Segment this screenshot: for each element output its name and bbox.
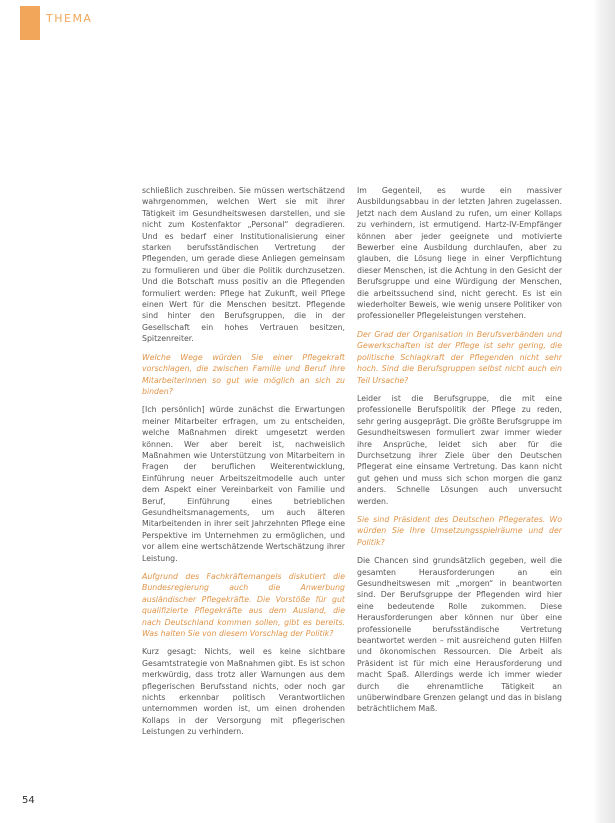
right-para-0: Im Gegenteil, es wurde ein massiver Ausbildungsabbau in der letzten Jahren zugelassen. Jetzt nach dem Ausland zu rufen, um einer Kollaps zu verhindern, ist ermutigend. Hartz-IV-Empfänger können aber jeder geeignete und motivierte Bewerber eine Ausbildung durchlaufen, aber zu glauben, die Lösung liege in einer Verpflichtung dieser Menschen, ist die Achtung in den Gesicht der Berufsgruppe und eine Würdigung der Menschen, die arbeitssuchend sind, nicht gerecht. Es ist ein wiederholter Beweis, wie wenig unsere Politiker von professioneller Pflegeleistungen verstehen. [357,186,562,321]
right-para-4: Die Chancen sind grundsätzlich gegeben, weil die gesamten Herausforderungen an ein Gesundheitswesen mit „morgen“ in beantworten sind. Der Berufsgruppe der Pflegenden wird hier eine bedeutende Rolle zukommen. Diese Herausforderungen aber können nur über eine professionelle berufsständische Vertretung beantwortet werden – mit ausreichend guten Hilfen und ökonomischen Ressourcen. Die Arbeit als Präsident ist für mich eine Herausforderung und macht Spaß. Allerdings werde ich immer wieder durch die ehrenamtliche Tätigkeit an unüberwindbare Grenzen gelangt und das in bislang beträchtlichem Maß. [357,556,562,714]
right-question-1: Der Grad der Organisation in Berufsverbänden und Gewerkschaften ist der Pflege ist sehr gering, die politische Schlagkraft der Pflegenden nicht sehr hoch. Sind die Berufsgruppen selbst nicht auch ein Teil Ursache? [357,329,562,385]
left-para-4: Kurz gesagt: Nichts, weil es keine sichtbare Gesamtstrategie von Maßnahmen gibt. Es ist schon merkwürdig, dass trotz aller Warnungen aus dem pflegerischen Berufsstand nichts, oder noch gar nichts erkennbar politisch Verantwortlichen unternommen worden ist, um einen drohenden Kollaps in der Versorgung mit pflegerischen Leistungen zu verhindern. [142,647,345,737]
right-question-3: Sie sind Präsident des Deutschen Pflegerates. Wo würden Sie Ihre Umsetzungsspielräume und der Politik? [357,514,562,547]
left-para-2: [Ich persönlich] würde zunächst die Erwartungen meiner Mitarbeiter erfragen, um zu entscheiden, welche Maßnahmen direkt umgesetzt werden können. Wer aber bereit ist, nachweislich Maßnahmen wie Unterstützung von Mitarbeitern in Fragen der beruflichen Weiterentwicklung, Einführung neuer Arbeitszeitmodelle auch unter dem Aspekt einer Vereinbarkeit von Familie und Beruf, Einführung eines betrieblichen Gesundheitsmanagements, um auch älteren Mitarbeitenden in ihrer seit Jahrzehnten Pflege eine Perspektive im Unternehmen zu ermöglichen, und vor allem eine wertschätzende Wertschätzung ihrer Leistung. [142,405,345,563]
right-para-2: Leider ist die Berufsgruppe, die mit eine professionelle Berufspolitik der Pflege zu reden, sehr gering ausgeprägt. Die größte Berufsgruppe im Gesundheitswesen formuliert zwar immer wieder ihre Ansprüche, leidet sich aber für die Durchsetzung ihrer Ziele über den Deutschen Pflegerat eine einsame Vertretung. Das kann nicht gut gehen und muss sich schon morgen die ganz anders. Schnelle Lösungen auch unversucht werden. [357,393,562,506]
left-question-3: Aufgrund des Fachkräftemangels diskutiert die Bundesregierung auch die Anwerbung ausländischer Pflegekräfte. Die Vorstöße für gut qualifizierte Pflegekräfte aus dem Ausland, die nach Deutschland kommen sollen, gibt es bereits. Was halten Sie von diesem Vorschlag der Politik? [142,572,345,639]
section-color-block [20,6,40,40]
right-column [357,185,562,722]
left-para-0: schließlich zuschreiben. Sie müssen wertschätzend wahrgenommen, welchen Wert sie mit ihrer Tätigkeit im Gesundheitswesen darstellen, und sie nicht zum Kostenfaktor „Personal“ degradieren. Und es bedarf einer Institutionalisierung einer starken berufsständischen Vertretung der Pflegenden, um gerade diese Anliegen gemeinsam zu formulieren und über die Politik durchzusetzen. Und die Botschaft muss positiv an die Pflegenden formuliert werden: Pflege hat Zukunft, weil Pflege einen Wert für die Menschen besitzt. Pflegende sind hinter den Berufsgruppen, die in der Gesellschaft ein hohes Vertrauen besitzen, Spitzenreiter. [142,186,345,344]
section-label: THEMA [46,12,93,25]
left-question-1: Welche Wege würden Sie einer Pflegekraft vorschlagen, die zwischen Familie und Beruf ihre Mitarbeiterinnen so gut wie möglich an sich zu binden? [142,352,345,396]
left-column [142,185,345,745]
page-edge-shadow [593,0,615,823]
page-number: 54 [22,795,35,806]
